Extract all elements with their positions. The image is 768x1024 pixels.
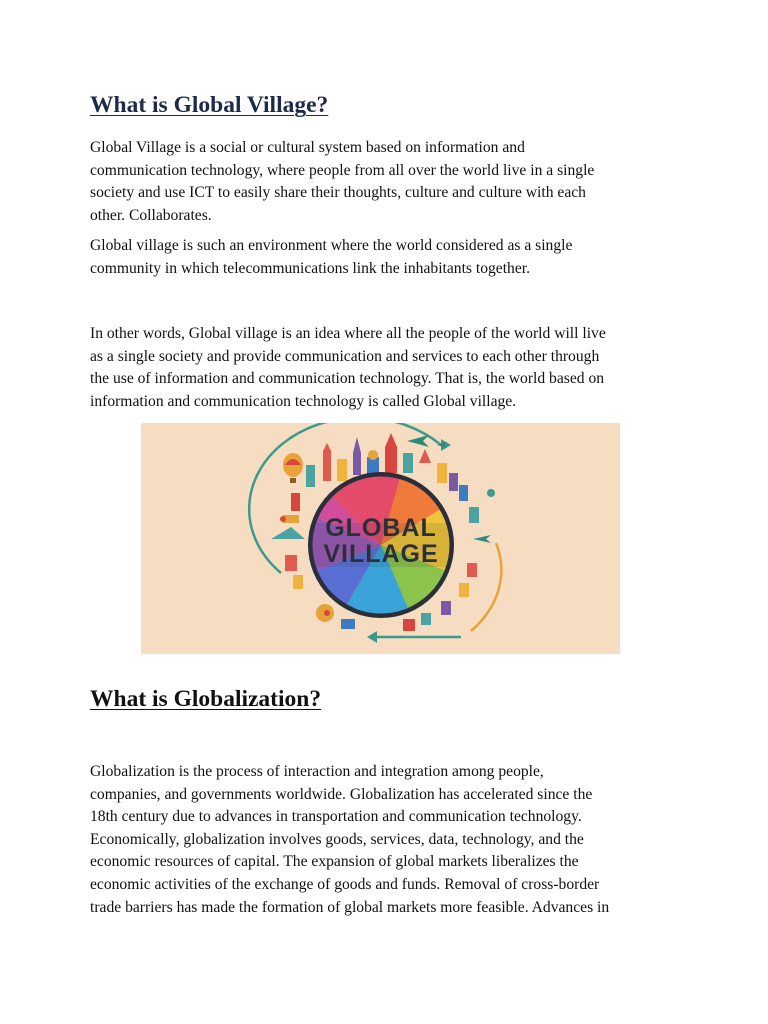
- paragraph-globalization-definition: [90, 761, 650, 919]
- text-line: In other words, Global village is an idea where all the people of the world will live: [90, 325, 606, 342]
- orbit-arc-bottom: [471, 543, 501, 631]
- text-line: Economically, globalization involves goods, services, data, technology, and the: [90, 830, 584, 848]
- text-line: economic activities of the exchange of goods and funds. Removal of cross-border: [90, 875, 600, 893]
- airplane-icon: [407, 435, 429, 447]
- text-line: the use of information and communication technology. That is, the world based on: [90, 370, 605, 388]
- text-line: communication technology, where people from all over the world live in a single: [90, 161, 595, 179]
- text-line: community in which telecommunications link the inhabitants together.: [90, 259, 531, 277]
- arrow-icon: [367, 631, 377, 643]
- text-line: society and use ICT to easily share their thoughts, culture and culture with each: [90, 184, 586, 202]
- paragraph-global-village-environment: [90, 235, 650, 280]
- airplane-icon: [473, 535, 491, 543]
- text-line: Global Village is a social or cultural system based on information and: [90, 139, 525, 156]
- text-line: 18th century due to advances in transportation and communication technology.: [90, 808, 582, 826]
- text-line: economic resources of capital. The expansion of global markets liberalizes the: [90, 853, 579, 871]
- text-line: Globalization is the process of interaction and integration among people,: [90, 763, 544, 780]
- paragraph-global-village-definition: [90, 137, 650, 227]
- global-village-illustration: [141, 423, 620, 654]
- section-heading-globalization: What is Globalization?: [90, 686, 322, 712]
- illustration-text-line2: VILLAGE: [323, 540, 439, 568]
- hot-air-balloon-icon: [283, 453, 303, 483]
- text-line: other. Collaborates.: [90, 206, 212, 224]
- text-line: as a single society and provide communication and services to each other through: [90, 347, 600, 365]
- illustration-text-line1: GLOBAL: [325, 514, 437, 542]
- text-line: information and communication technology is called Global village.: [90, 392, 517, 410]
- text-line: Global village is such an environment where the world considered as a single: [90, 237, 573, 254]
- section-heading-global-village: What is Global Village?: [90, 92, 329, 118]
- text-line: companies, and governments worldwide. Globalization has accelerated since the: [90, 785, 593, 803]
- paragraph-global-village-other-words: [90, 323, 650, 413]
- text-line: trade barriers has made the formation of global markets more feasible. Advances in: [90, 898, 610, 916]
